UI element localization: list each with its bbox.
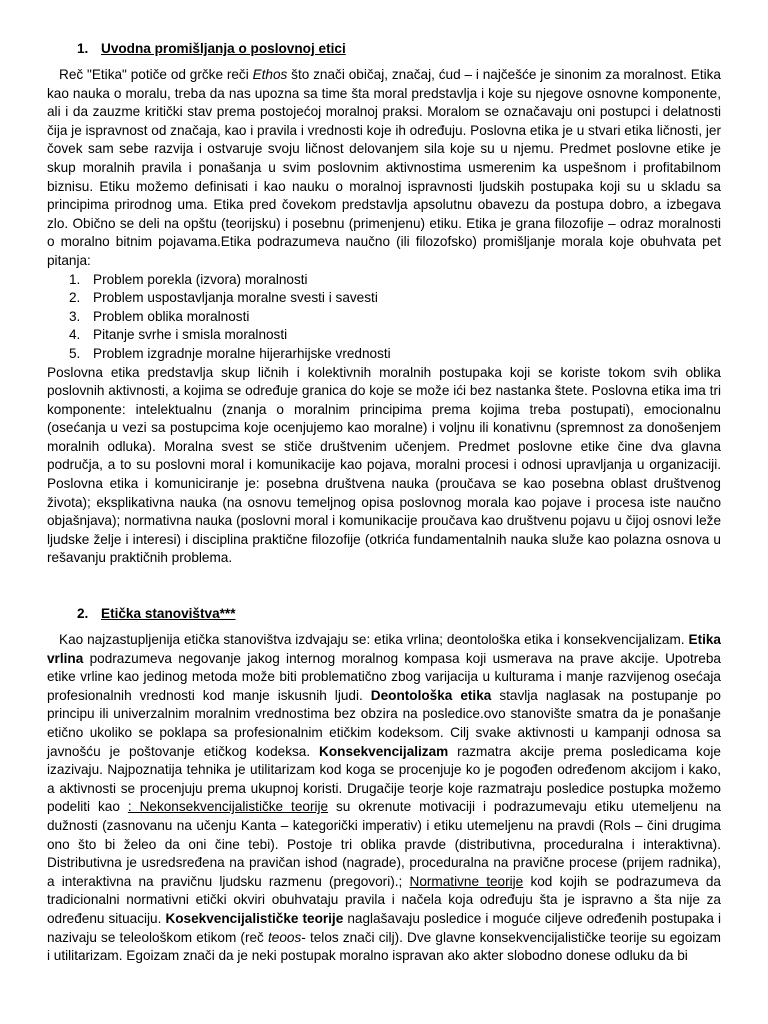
text-run-italic: Ethos	[252, 67, 288, 82]
section-2-heading	[77, 605, 721, 623]
text-run: Kao najzastupljenija etička stanovištva izdvajaju se: etika vrlina; deontološka etika i konsekvencijalizam.	[59, 632, 689, 648]
section-1-title: Uvodna promišljanja o poslovnoj etici	[101, 41, 346, 56]
section-1-paragraph-1	[47, 66, 721, 271]
text-run-italic: teoos	[268, 929, 302, 945]
text-run: stavlja naglasak na postupanje po principu ili univerzalnim moralnim vrednostima bez obzira na posledice.ovo stanovište smatra da je ponašanje etično ukoliko se poklapa sa profesionalnim etičkim kodeksom. Cilj svake aktivnosti u kampanji odnosa sa javnošću je poštovanje etičkog kodeksa.	[47, 687, 721, 759]
questions-list	[47, 271, 721, 364]
list-item	[47, 289, 721, 308]
text-run-bold: Deontološka etika	[370, 687, 492, 703]
list-item-number: 3.	[69, 308, 81, 324]
section-1-number: 1.	[77, 41, 89, 56]
list-item-number: 1.	[69, 271, 81, 287]
list-item	[47, 326, 721, 345]
list-item-number: 5.	[69, 345, 81, 361]
text-run-underlined: : Nekonsekvencijalističke teorije	[127, 799, 329, 815]
section-1-paragraph-2: Poslovna etika predstavlja skup ličnih i kolektivnih moralnih postupaka koji se koriste tokom svih oblika poslovnih aktivnosti, a kojima se određuje granica do koje se može ići bez nastanka štete. Poslovna etika ima tri komponente: intelektualnu (znanja o moralnim principima prema kojima treba postupati), emocionalnu (osećanja u vezi sa postupcima koje ocenjujemo kao moralne) i voljnu ili konativnu (spremnost za donošenjem moralnih odluka). Moralna svest se stiče društvenim učenjem. Predmet poslovne etike čine dva glavna područja, a to su poslovni moral i komunikacije kao pojava, moralni procesi i odnosi upravljanja u organizaciji. Poslovna etika i komuniciranje je: posebna društvena nauka (proučava se kao posebna oblast društvenog života); eksplikativna nauka (na osnovu temeljnog opisa poslovnog morala kao pojave i procesa iste naučno objašnjava); normativna nauka (poslovni moral i komunikacije proučava kao društvenu pojavu u čijoj osnovi leže ljudske želje i interesi) i disciplina praktične filozofije (otkrića fundamentalnih nauka služe kao polazna osnova u rešavanju praktičnih problema.	[47, 364, 721, 566]
text-run-bold: Etika vrlina	[47, 632, 721, 666]
list-item-number: 4.	[69, 327, 81, 343]
list-item-number: 2.	[69, 290, 81, 306]
text-run: naglašavaju posledice i moguće ciljeve određenih postupaka i nazivaju se teleološkom etikom (reč	[47, 910, 721, 945]
list-item-text: Problem izgradnje moralne hijerarhijske vrednosti	[93, 345, 391, 361]
text-run: Reč "Etika" potiče od grčke reči	[59, 67, 253, 82]
list-item	[47, 308, 721, 327]
text-run-underlined: Normativne teorije	[409, 873, 524, 889]
list-item-text: Problem porekla (izvora) moralnosti	[93, 271, 308, 287]
text-run: - telos znači cilj). Dve glavne konsekvencijalističke teorije su egoizam i utilitarizam. Egoizam znači da je neki postupak moralno ispravan ako akter slobodno donese odluku da bi	[47, 929, 722, 964]
text-run-bold: Konsekvencijalizam	[319, 743, 449, 759]
section-1-heading	[77, 40, 721, 58]
text-run: što znači običaj, značaj, ćud – i najčešće je sinonim za moralnost. Etika kao nauka o moralu, treba da nas upozna sa time šta moral predstavlja i koje su njegove osnovne komponente, ali i da zauzme kritički stav prema postojećoj moralnoj praksi. Moralom se označavaju oni postupci i delatnosti čija je ispravnost od značaja, kao i pravila i vrednosti koje ih određuju. Poslovna etika je u stvari etika ličnosti, jer čovek sam sebe razvija i ostvaruje svoju ličnost delovanjem sila koje su u njemu. Predmet poslovne etike je skup moralnih pravila i ponašanja u svim poslovnim aktivnostima usmerenim ka uspešnom i profitabilnom biznisu. Etiku možemo definisati i kao nauku o moralnoj ispravnosti ljudskih postupaka koji su u skladu sa principima prirodnog uma. Etika pred čovekom predstavlja apsolutnu obavezu da postupa dobro, a izbegava zlo. Obično se deli na opštu (teorijsku) i posebnu (primenjenu) etiku. Etika je grana filozofije – odraz moralnosti o moralno bitnim pojavama.Etika podrazumeva naučno (ili filozofsko) promišljanje morala koje obuhvata pet pitanja:	[47, 67, 721, 268]
text-run: podrazumeva negovanje jakog internog moralnog kompasa koji usmerava na prave akcije. Upotreba etike vrline kao jedinog metoda može biti problematično zbog varijacija u kulturama i manje razvijenog osećaja profesionalnih vrednosti kod manje iskusnih ljudi.	[47, 650, 721, 703]
text-run: kod kojih se podrazumeva da tradicionalni normativni etički okviri obuhvataju pravila i načela koja određuju šta je ispravno a šta nije za određenu situaciju.	[47, 873, 721, 926]
section-2-paragraph	[47, 631, 721, 966]
text-run: su okrenute motivaciji i podrazumevaju etiku utemeljenu na dužnosti (zasnovanu na učenju Kanta – kategorički imperativ) i etiku utemeljenu na pravdi (Rols – čini drugima ono što bi želeo da oni čine tebi). Postoje tri oblika pravde (distributivna, proceduralna i interaktivna). Distributivna je usredsređena na pravičan ishod (nagrade), proceduralna na pravične procese (prijem radnika), a interaktivna na pravičnu ljudsku razmenu (pregovori).;	[47, 799, 721, 889]
section-2-number: 2.	[77, 606, 89, 622]
section-gap	[47, 568, 721, 605]
section-2-title: Etička stanovištva***	[101, 606, 236, 622]
document-page	[47, 40, 721, 966]
text-run-bold: Kosekvencijalističke teorije	[165, 910, 344, 926]
list-item	[47, 345, 721, 364]
list-item	[47, 271, 721, 290]
list-item-text: Pitanje svrhe i smisla moralnosti	[93, 327, 288, 343]
list-item-text: Problem uspostavljanja moralne svesti i savesti	[93, 290, 378, 306]
list-item-text: Problem oblika moralnosti	[93, 308, 250, 324]
text-run: razmatra akcije prema posledicama koje izazivaju. Najpoznatija tehnika je utilitarizam kod koga se procenjuje ko je pogođen određenom akcijom i kako, a aktivnosti se procenjuju prema ukupnoj koristi. Drugačije teorje koje razmatraju posledice postupka možemo podeliti kao	[47, 743, 721, 815]
